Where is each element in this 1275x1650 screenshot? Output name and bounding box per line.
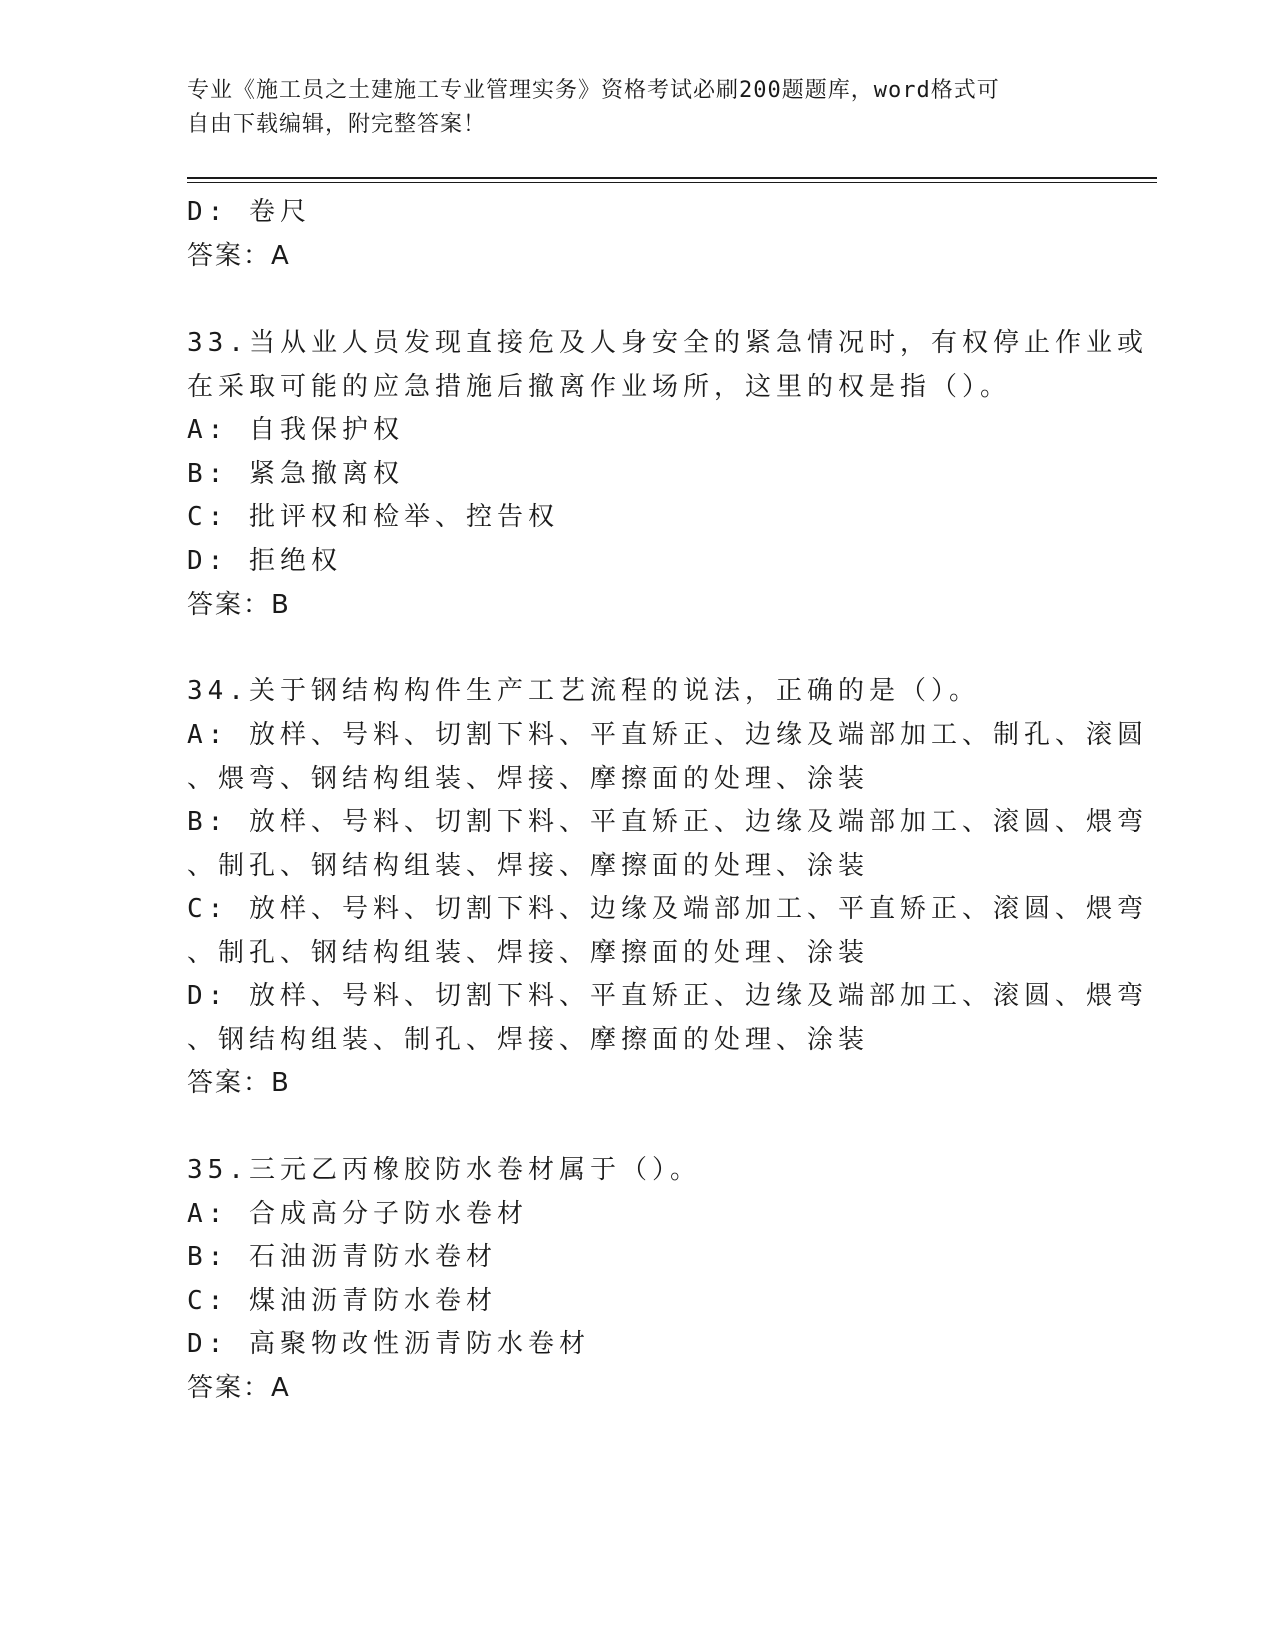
q33-stem-line-1: 33.当从业人员发现直接危及人身安全的紧急情况时，有权停止作业或 (187, 328, 1148, 358)
q35-option-c: C: 煤油沥青防水卷材 (187, 1286, 497, 1316)
q34-option-a-line-2: 、煨弯、钢结构组装、焊接、摩擦面的处理、涂装 (187, 764, 870, 794)
document-header (187, 74, 1087, 142)
q33-option-d: D: 拒绝权 (187, 546, 342, 576)
header-divider-thick (187, 177, 1157, 179)
header-divider-thin (187, 182, 1157, 183)
q35-option-a: A: 合成高分子防水卷材 (187, 1199, 528, 1229)
q35-answer: 答案：A (187, 1373, 291, 1403)
q33-option-a: A: 自我保护权 (187, 415, 404, 445)
q34-option-a-line-1: A: 放样、号料、切割下料、平直矫正、边缘及端部加工、制孔、滚圆 (187, 720, 1148, 750)
q35-stem-line-1: 35.三元乙丙橡胶防水卷材属于（）。 (187, 1155, 701, 1185)
q34-option-c-line-1: C: 放样、号料、切割下料、边缘及端部加工、平直矫正、滚圆、煨弯 (187, 894, 1148, 924)
q35-option-d: D: 高聚物改性沥青防水卷材 (187, 1329, 590, 1359)
q34-stem-line-1: 34.关于钢结构构件生产工艺流程的说法，正确的是（）。 (187, 676, 980, 706)
q33-option-b: B: 紧急撤离权 (187, 459, 404, 489)
q34-option-c-line-2: 、制孔、钢结构组装、焊接、摩擦面的处理、涂装 (187, 938, 870, 968)
q34-answer: 答案：B (187, 1068, 291, 1098)
q34-option-b-line-2: 、制孔、钢结构组装、焊接、摩擦面的处理、涂装 (187, 851, 870, 881)
q33-stem-line-2: 在采取可能的应急措施后撤离作业场所，这里的权是指（）。 (187, 372, 1012, 402)
header-line-1: 专业《施工员之土建施工专业管理实务》资格考试必刷200题题库，word格式可 (187, 78, 1000, 103)
prev-answer: 答案：A (187, 241, 291, 271)
q33-answer: 答案：B (187, 590, 291, 620)
prev-option-d: D: 卷尺 (187, 197, 311, 227)
q34-option-d-line-2: 、钢结构组装、制孔、焊接、摩擦面的处理、涂装 (187, 1025, 870, 1055)
q35-option-b: B: 石油沥青防水卷材 (187, 1242, 497, 1272)
q34-option-b-line-1: B: 放样、号料、切割下料、平直矫正、边缘及端部加工、滚圆、煨弯 (187, 807, 1148, 837)
q34-option-d-line-1: D: 放样、号料、切割下料、平直矫正、边缘及端部加工、滚圆、煨弯 (187, 981, 1148, 1011)
header-line-2: 自由下载编辑，附完整答案！ (187, 112, 487, 137)
q33-option-c: C: 批评权和检举、控告权 (187, 502, 559, 532)
